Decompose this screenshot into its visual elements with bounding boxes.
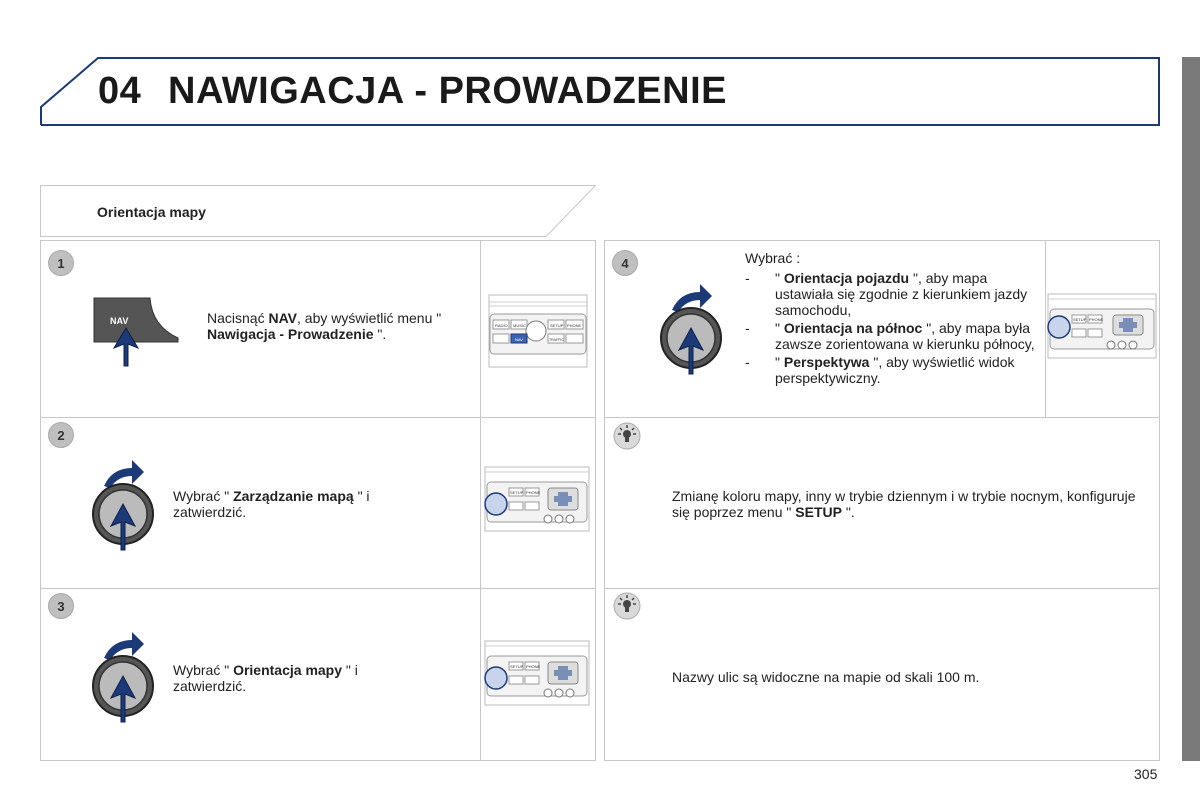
nav-button-illustration — [92, 296, 182, 368]
tip-2-text: Nazwy ulic są widoczne na mapie od skali 100 m. — [672, 669, 980, 685]
step-4-divider — [1045, 241, 1046, 417]
phone-key-label: PHONE — [567, 323, 582, 328]
page-number: 305 — [1134, 766, 1158, 782]
step-2-divider — [480, 418, 481, 588]
text-plain: Nacisnąć — [207, 310, 269, 326]
text-plain: ", aby mapa była zawsze zorientowana w kierunku północy, — [775, 320, 1035, 352]
text-plain: , aby wyświetlić menu " — [297, 310, 442, 326]
radio-control-illustration — [484, 640, 590, 706]
list-dash: - — [745, 354, 750, 370]
text-bold: Orientacja mapy — [233, 662, 343, 678]
nav-key-label: NAV — [515, 337, 523, 342]
nav-button-label: NAV — [110, 316, 129, 326]
text-plain: " i zatwierdzić. — [173, 488, 370, 520]
text-bold: Perspektywa — [783, 354, 870, 370]
list-item — [745, 320, 1035, 352]
step-badge: 1 — [48, 250, 74, 276]
lightbulb-tip-icon — [612, 592, 642, 620]
step-3-text — [173, 662, 433, 694]
traffic-key-label: TRAFFIC — [549, 338, 564, 342]
phone-key-label: PHONE — [1089, 317, 1104, 322]
rotary-knob-illustration — [88, 628, 158, 724]
orientation-options-list — [745, 270, 1035, 386]
list-item — [745, 354, 1035, 386]
text-plain: Wybrać " — [173, 488, 234, 504]
text-plain: " i zatwierdzić. — [173, 662, 358, 694]
step-2-text — [173, 488, 433, 520]
radio-control-illustration — [484, 466, 590, 532]
text-bold: Orientacja na północ — [783, 320, 923, 336]
setup-key-label: SETUP — [510, 490, 524, 495]
step-4-intro: Wybrać : — [745, 250, 801, 266]
chapter-title: NAWIGACJA - PROWADZENIE — [168, 70, 727, 112]
text-plain: ". — [841, 504, 855, 520]
step-1-divider — [480, 241, 481, 417]
chapter-number: 04 — [98, 70, 142, 112]
setup-key-label: SETUP — [510, 664, 524, 669]
step-badge: 3 — [48, 593, 74, 619]
list-dash: - — [745, 270, 750, 286]
text-plain: " — [775, 270, 784, 286]
tip-1-text — [672, 488, 1142, 520]
text-bold: Zarządzanie mapą — [233, 488, 354, 504]
step-1-text — [207, 310, 447, 342]
setup-key-label: SETUP — [550, 323, 564, 328]
text-bold: SETUP — [795, 504, 842, 520]
rotary-knob-illustration — [88, 456, 158, 552]
step-badge: 2 — [48, 422, 74, 448]
chapter-side-tab — [1182, 57, 1200, 761]
setup-key-label: SETUP — [1073, 317, 1087, 322]
step-badge: 4 — [612, 250, 638, 276]
text-plain: Zmianę koloru mapy, inny w trybie dziennym i w trybie nocnym, konfiguruje się poprzez menu " — [672, 488, 1136, 520]
rotary-knob-illustration — [656, 280, 726, 376]
radio-control-illustration — [1047, 293, 1157, 359]
text-plain: " — [775, 354, 784, 370]
step-4-text — [745, 250, 1035, 388]
text-plain: ". — [373, 326, 387, 342]
text-plain: Wybrać " — [173, 662, 234, 678]
radio-key-label: RADIO — [495, 323, 508, 328]
phone-key-label: PHONE — [526, 664, 541, 669]
text-plain: ", aby mapa ustawiała się zgodnie z kierunkiem jazdy samochodu, — [775, 270, 1028, 318]
list-dash: - — [745, 320, 750, 336]
text-plain: " — [775, 320, 784, 336]
lightbulb-tip-icon — [612, 422, 642, 450]
text-plain: ", aby wyświetlić widok perspektywiczny. — [775, 354, 1015, 386]
step-3-divider — [480, 589, 481, 760]
music-key-label: MUSIC — [513, 323, 526, 328]
radio-unit-illustration — [488, 294, 588, 368]
text-bold: Orientacja pojazdu — [783, 270, 910, 286]
text-bold: NAV — [268, 310, 297, 326]
section-title: Orientacja mapy — [97, 204, 206, 220]
text-bold: Nawigacja - Prowadzenie — [207, 326, 374, 342]
list-item — [745, 270, 1035, 318]
phone-key-label: PHONE — [526, 490, 541, 495]
